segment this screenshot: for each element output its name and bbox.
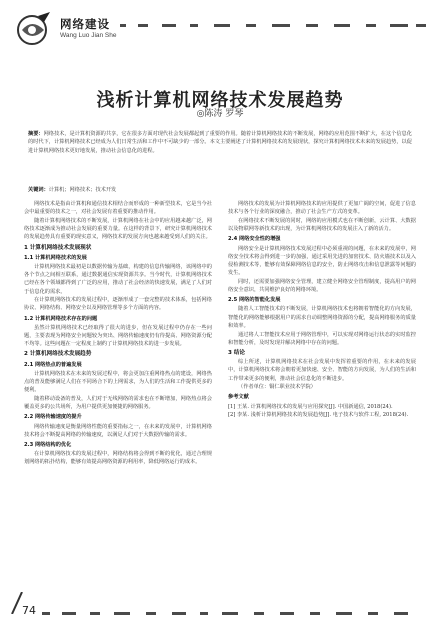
- footer-rule: [200, 612, 208, 615]
- article-title: 浅析计算机网络技术发展趋势: [96, 90, 344, 111]
- section-heading: 2.1 网络热点的普遍发展: [24, 361, 82, 368]
- left-column: [24, 200, 212, 467]
- section-heading: 1 计算机网络技术发展现状: [24, 244, 92, 251]
- article-author: ◎陈涛 罗琴: [196, 109, 244, 119]
- paragraph: 综上所述，计算机网络技术在社会发展中发挥着重要的作用，在未来的发展中，计算机网络技术将会朝着更加快速、安全、智能的方向发展，为人们的生活和工作带来更多的便利，推动社会信息化的不断进步。: [228, 359, 416, 382]
- footer-rule: [394, 612, 408, 615]
- paragraph: 同时，还需要加强网络安全管理，建立健全网络安全管理制度，提高用户的网络安全意识，共同维护良好的网络环境。: [228, 278, 416, 294]
- footer-rule: [172, 612, 186, 615]
- reference-item: [2] 李某. 浅析计算机网络技术的发展趋势[J]. 电子技术与软件工程, 2018(24).: [228, 412, 409, 419]
- column-title: 网络建设: [60, 17, 110, 31]
- paragraph: 虽然计算机网络技术已经取得了很大的进步，但在发展过程中仍存在一些问题，主要表现为网络安全问题较为突出、网络传输速度仍有待提高、网络资源分配不均等。这些问题在一定程度上制约了计算机网络技术的进一步发展。: [24, 324, 212, 348]
- keywords-text: 计算机；网络技术；技术开发: [48, 187, 117, 193]
- keywords: [28, 186, 412, 194]
- footer-rule: [336, 612, 352, 615]
- paragraph: 在计算机网络技术的发展过程中，网络结构将会得到不断的优化，通过合理规划网络的拓扑结构，能够有效提高网络资源的利用率，降低网络运行的成本。: [24, 451, 212, 466]
- paragraph: 网络技术是指由计算机和通信技术相结合而形成的一种新型技术，它是当今社会中最重要的技术之一，对社会发展有着重要的推动作用。: [24, 201, 212, 216]
- section-heading: 2 计算机网络技术发展趋势: [24, 351, 92, 358]
- paragraph: 随着移动设备的普及，人们对于无线网络的需求也在不断增加，网络热点将会覆盖更多的公共场所，为用户提供更加便捷的网络服务。: [24, 395, 212, 411]
- section-heading: 1.1 计算机网络技术的发展: [24, 254, 87, 261]
- paragraph: 网络传输速度是衡量网络性能的重要指标之一，在未来的发展中，计算机网络技术将会不断提高网络的传输速度，以满足人们对于大数据传输的需求。: [24, 423, 212, 438]
- paragraph: 网络技术的发展为计算机网络技术的应用提供了更加广阔的空间，促进了信息技术与各个行业的深度融合，推动了社会生产方式的变革。: [228, 201, 416, 216]
- section-heading: 参考文献: [228, 394, 249, 401]
- footer-rule: [254, 612, 264, 615]
- column-subtitle: Wang Luo Jian She: [60, 32, 117, 39]
- footer-rule: [310, 612, 320, 615]
- footer-rule: [146, 612, 156, 615]
- paragraph: 在网络技术不断发展的同时，网络的应用模式也在不断创新，云计算、大数据以及物联网等新技术的出现，为计算机网络技术的发展注入了新的活力。: [228, 217, 416, 233]
- footer-rule: [62, 612, 76, 615]
- paragraph: 通过将人工智能技术应用于网络管理中，可以实现对网络运行状态的实时监控和智能分析，及时发现并解决网络中存在的问题。: [228, 331, 416, 346]
- section-heading: 3 结论: [228, 349, 246, 356]
- section-heading: 2.3 网络结构的优化: [24, 441, 72, 448]
- section-heading: 2.5 网络的智能化发展: [228, 297, 281, 304]
- footer-rule: [222, 612, 238, 615]
- footer-rule: [90, 612, 100, 615]
- paragraph: 随着计算机网络技术的不断发展，计算机网络在社会中的应用越来越广泛，网络技术逐渐成为推动社会发展的重要力量。在这样的背景下，研究计算机网络技术的发展趋势具有重要的现实意义，网络技术的发展方向也越来越受到人们的关注。: [24, 217, 212, 241]
- footer-rule: [280, 612, 294, 615]
- right-column: [228, 200, 416, 420]
- header-rule: [120, 24, 426, 44]
- paragraph: （作者单位：铜仁职业技术学院）: [238, 384, 316, 391]
- abstract-text: 网络技术，是计算机资源的共享，它在很多方面对现代社会发展都起到了重要的作用。随着计算机网络技术的不断发展，网络的应用范围不断扩大，在这个信息化的时代下，计算机网络技术已经成为人们日常生活和工作中不可缺少的一部分。本文主要阐述了计算机网络技术的发展现状，探究计算机网络技术未来的发展趋势，以促进计算机网络技术更好地发展，推动社会信息化的进程。: [28, 131, 412, 154]
- footer-rule: [42, 612, 50, 615]
- paragraph: 计算机网络技术最初是以数据传输为基础，构建的信息传输网络，该网络中的各个节点之间相互联系，通过数据通信实现资源共享。当今时代，计算机网络技术已经在各个领域都得到了广泛的应用，推动了社会经济的快速发展，满足了人们对于信息化的需求。: [24, 263, 212, 295]
- section-heading: 2.4 网络安全性的增强: [228, 236, 281, 243]
- page-number: 74: [22, 604, 36, 617]
- section-heading: 2.2 网络传输速度的提升: [24, 414, 82, 421]
- paragraph: 网络安全是计算机网络技术发展过程中必须重视的问题，在未来的发展中，网络安全技术将会得到进一步的加强，通过采用先进的加密技术、防火墙技术以及入侵检测技术等，能够有效保障网络信息的安全，防止网络攻击和信息泄露等问题的发生。: [228, 245, 416, 277]
- section-heading: 1.2 计算机网络技术存在的问题: [24, 315, 98, 322]
- footer-rule: [114, 612, 130, 615]
- page-header: [14, 10, 426, 56]
- abstract-label: 摘要：: [28, 131, 44, 137]
- reference-item: [1] 王某. 计算机网络技术的发展与应用探究[J]. 中国新通信, 2018(24).: [228, 403, 393, 410]
- paragraph: 计算机网络技术在未来的发展过程中，将会更加注重网络热点的建设，网络热点的普及能够满足人们在不同场合下的上网需求，为人们的生活和工作提供更多的便利。: [24, 370, 212, 394]
- paragraph: 随着人工智能技术的不断发展，计算机网络技术也将朝着智能化的方向发展，智能化的网络能够根据用户的需求自动调整网络资源的分配，提高网络服务的质量和效率。: [228, 306, 416, 329]
- keywords-label: 关键词：: [28, 187, 49, 193]
- abstract: [28, 130, 412, 155]
- footer-rule: [368, 612, 378, 615]
- column-logo-icon: [14, 10, 54, 50]
- paragraph: 在计算机网络技术的发展过程中，逐渐形成了一套完整的技术体系，包括网络协议、网络结构、网络安全以及网络管理等多个方面的内容。: [24, 297, 212, 312]
